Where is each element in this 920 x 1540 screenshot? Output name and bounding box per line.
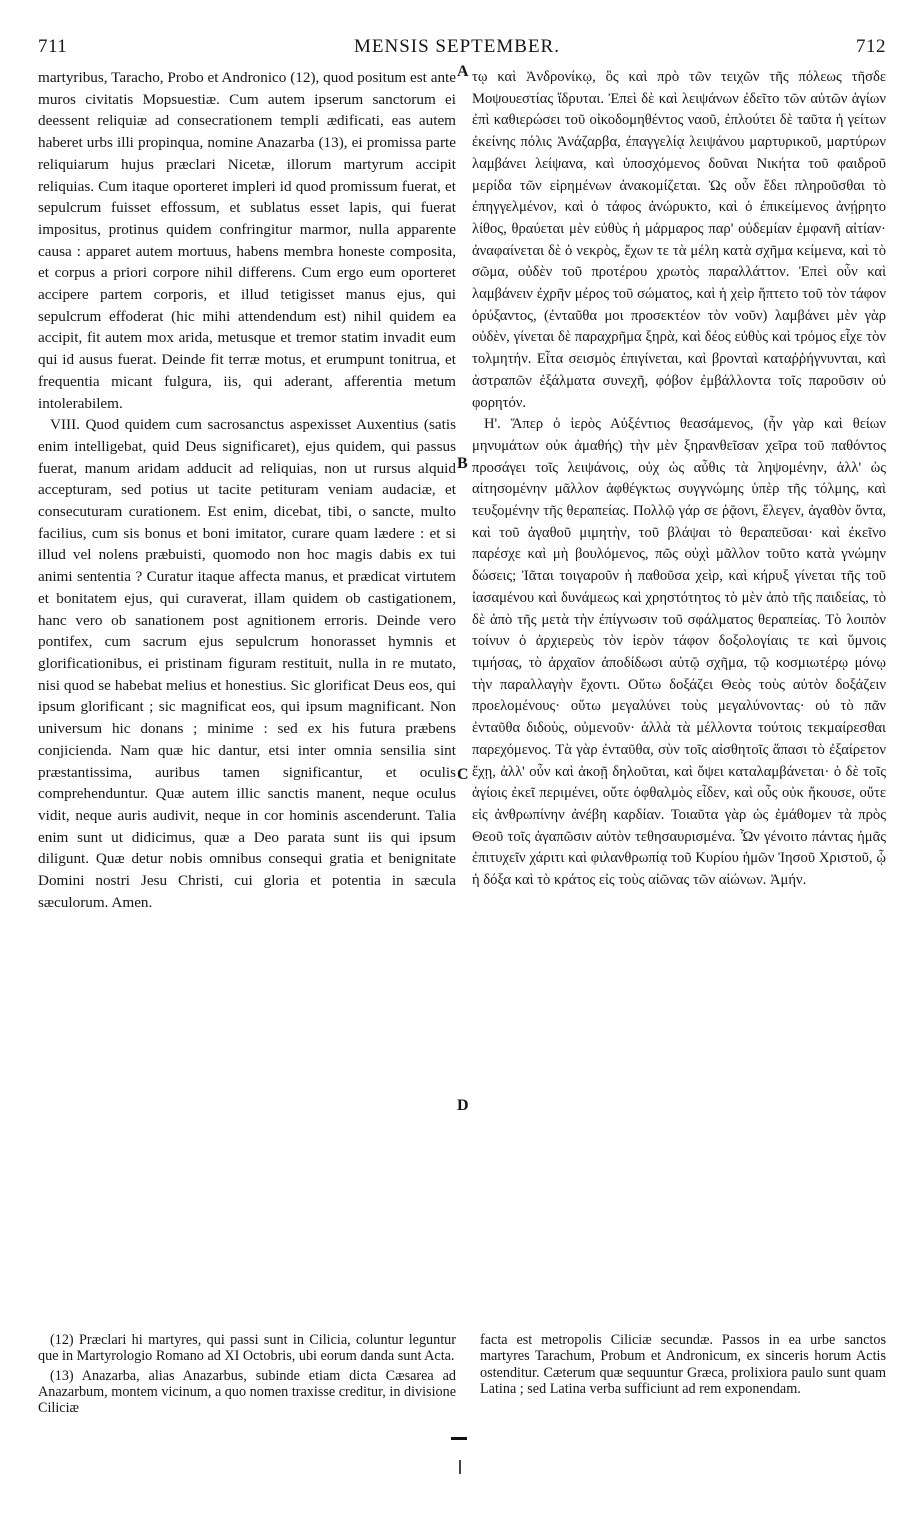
running-title: MENSIS SEPTEMBER. [354, 36, 560, 57]
margin-letter-d: D [457, 1097, 469, 1114]
greek-column [472, 67, 886, 892]
printer-mark [451, 1437, 467, 1440]
latin-paragraph-2-text: Quod quidem cum sacrosanctus aspexisset Auxentius (satis enim intelligebat, quid Deus significaret), ejus quidem, qui passus fuerat, manum aridam adducit ad reliquias, non ut rursus alquid accepturam, sed potius ut tacite petituram veniam audaciæ, et consecuturam curationem. Est enim, dicebat, tibi, o sancte, multo facilius, cum sis bonus et boni imitator, curare quam lædere : et si illud vel nolens præbuisti, quomodo non hoc magis dabis ex tui animi sententia ? Curatur itaque affecta manus, et prædicat virtutem et bonitatem ejus, qui curaverat, illam quidem ob castigationem, hanc vero ob sanationem post agnitionem erroris. Deinde vero pontifex, cum sacrum ejus sepulcrum honorasset hymnis et glorificationibus, ei pristinam figuram restituit, nulla in re mutato, nisi quod se habebat melius et honestius. Sic glorificat Deus eos, qui ipsum glorificant ; sic magnificat eos, qui ipsum magnificant. Non universum hic donans ; minime : sed ex his futura præbens conjiciendа. Nam quæ hic dantur, etsi inter omnia sensilia sint præstantissima, auribus tamen significantur, et oculis comprehenduntur. Quæ autem illic sanctis manent, neque oculus vidit, neque auris audivit, neque in cor hominis ascenderunt. Talia enim sunt ut didicimus, quæ a Deo parata sunt iis qui ipsum diligunt. Quæ detur nobis omnibus consequi gratia et benignitate Domini nostri Jesu Christi, cui gloria et potentia in sæcula sæculorum. Amen. [38, 416, 456, 911]
printer-tick [459, 1460, 461, 1474]
margin-letter-a: A [457, 63, 469, 80]
greek-paragraph-1: τῳ καὶ Ἀνδρονίκῳ, ὃς καὶ πρὸ τῶν τειχῶν τῆς πόλεως τῆσδε Μοψουεστίας ἵδρυται. Ἐπεὶ δὲ καὶ λειψάνων ἐδεῖτο τῶν αὐτῶν ἁγίων ἐπὶ καθιερώσει τοῦ οἰκοδομηθέντος ναοῦ, ἐπλούτει δὲ ταῦτα ἡ γείτων ἐκείνης πόλις Ἀνάζαρβα, ἐπαγγελίᾳ λειψάνου μαρτυρικοῦ, μαρτύρων λαμβάνει λείψανα, καὶ ὑποσχόμενος δοῦναι Νικήτα τοῦ φαιδροῦ μερίδα τῶν εἰρημένων ἀνακομίζεται. Ὡς οὖν ἔδει πληροῦσθαι τὸ ἐπηγγελμένον, καὶ ὁ τάφος ἀνώρυκτο, καὶ ὁ ἐπικείμενος ἀνῄρητο λίθος, θραύεται μὲν εὐθὺς ἡ μάρμαρος παρ' οὐδεμίαν ἐμφανῆ αἰτίαν· ἀναφαίνεται δὲ ὁ νεκρὸς, ἔχων τε τὰ μέλη κατὰ σχῆμα κείμενα, καὶ τὸ σῶμα, οὐδὲν τοῦ προτέρου χρωτὸς παραλλάττον. Ἐπεὶ οὖν καὶ λαμβάνειν ἐχρῆν μέρος τοῦ σώματος, καὶ ἡ χεὶρ ἥπτετο τοῦ τὸν τάφον ὀρύξαντος, (ἐνταῦθα μοι προσεκτέον τὸν νοῦν) λαμβάνει μὲν γὰρ οὐδὲν, γίνεται δὲ παραχρῆμα ξηρὰ, καὶ δέος εὐθὺς καὶ τρόμος εἶχε τὸν τολμητήν. Εἶτα σεισμὸς ἐπιγίνεται, καὶ βρονταὶ καταῤῥήγνυνται, καὶ ἀστραπῶν ἐξάλματα συνεχῆ, φόβον ἐμβάλλοντα τοῖς παροῦσιν οὐ φορητόν. [472, 69, 886, 411]
greek-paragraph-2-text: Ἅπερ ὁ ἱερὸς Αὐξέντιος θεασάμενος, (ἦν γὰρ καὶ θείων μηνυμάτων οὐκ ἀμαθής) τὴν μὲν ξηρανθεῖσαν χεῖρα τοῦ παθόντος προσάγει τοῖς λειψάνοις, οὐχ ὡς αὖθις τὰ ληψομένην, ἀλλ' ὡς αἰτησομένην μᾶλλον ἀφθέγκτως συγγνώμης ὑπὲρ τῆς τόλμης, καὶ τευξομένην τῆς θεραπείας. Πολλῷ γάρ σε ῥᾷονι, ἔλεγεν, ἀγαθὸν ὄντα, καὶ τοῦ ἀγαθοῦ μιμητὴν, τοῦ βλάψαι τὸ θεραπεῦσαι· καὶ ἐκεῖνο παρέσχε καὶ μὴ βουλόμενος, πῶς οὐχὶ μᾶλλον τοῦτο κατὰ γνώμην δώσεις; Ἰᾶται τοιγαροῦν ἡ παθοῦσα χεὶρ, καὶ κήρυξ γίνεται τῆς τοῦ ἰασαμένου καὶ δυνάμεως καὶ χρηστότητος τὸ μὲν ἀπὸ τῆς παιδείας, τὸ δὲ ἀπὸ τῆς μετὰ τὴν ἐπίγνωσιν τοῦ σφάλματος θεραπείας. Τὸ λοιπὸν τοίνυν ὁ ἀρχιερεὺς τὸν ἱερὸν τάφον δοξολογίαις τε καὶ ὕμνοις τιμήσας, τὸ ἀρχαῖον ἀποδίδωσι αὐτῷ σχῆμα, τῷ κοσμιωτέρῳ μόνῳ τὴν παραλλαγὴν ἔχοντι. Οὕτω δοξάζει Θεὸς τοὺς αὐτὸν δοξάζειν προελομένους· οὕτω μεγαλύνει τοὺς μεγαλύνοντας· οὐ τὸ πᾶν ἐνταῦθα διδοὺς, οὐμενοῦν· ἀλλὰ τὰ μέλλοντα τούτοις τεκμαίρεσθαι παρεχόμενος. Τὰ γὰρ ἐνταῦθα, σὺν τοῖς αἰσθητοῖς ἅπασι τὸ ἐξαίρετον ἔχῃ, ἀλλ' οὖν καὶ ἀκοῇ δηλοῦται, καὶ ὄψει καταλαμβάνεται· ὁ δὲ τοῖς ἁγίοις ἐκεῖ περιμένει, οὔτε ὀφθαλμὸς εἶδεν, καὶ οὖς οὐκ ἤκουσε, οὔτε εἰς ἀνθρωπίνην ἀνέβη καρδίαν. Τοιαῦτα γὰρ ὡς ἐμάθομεν τὰ πρὸς Θεοῦ τοῖς ἀγαπῶσιν αὐτὸν τεθησαυρισμένα. Ὧν γένοιτο πάντας ἡμᾶς ἐπιτυχεῖν χάριτι καὶ φιλανθρωπίᾳ τοῦ Κυρίου ἡμῶν Ἰησοῦ Χριστοῦ, ᾧ ἡ δόξα καὶ τὸ κράτος εἰς τοὺς αἰῶνας τῶν αἰώνων. Ἀμήν. [472, 416, 886, 889]
greek-paragraph-2 [472, 414, 886, 891]
footnote-continuation: facta est metropolis Ciliciæ secundæ. Passos in ea urbe sanctos martyres Tarachum, Probum et Andronicum, ex sinceris horum Actis ostenditur. Cæterum quæ sequuntur Græca, prolixiora paulo sunt quam Latina ; sed Latina verba sufficiunt ad rem exponendam. [480, 1332, 886, 1397]
latin-paragraph-1: martyribus, Taracho, Probo et Andronico (12), quod positum est ante muros civitatis Mopsuestiæ. Cum autem ipserum sanctorum ei deessent reliquiæ ad consecrationem templi ædificati, eas autem haberet urbs illi propinqua, nomine Anazarba (13), ei promissa parte reliquiarum hujus præclari Nicetæ, illorum martyrum accipit reliquias. Cum itaque oporteret impleri id quod promissum fuerat, et sepulcrum fuisset effossum, et sublatus esset lapis, qui fuerat impositus, protinus quidem confringitur marmor, nulla apparente causa : apparet autem mortuus, habens membra honeste composita, et corpus a priori corpore nihil differens. Cum ergo eum oporteret accipere partem corporis, et illud tetigisset manus ejus, qui sepulcrum effoderat (hic mihi attendendum est) nihil quidem ea accipit, fit autem mox arida, metusque et tremor statim invadit eum qui id ausus fuerat. Deinde fit terræ motus, et erumpunt tonitrua, et frequentia micant fulgura, iis, qui aderant, afferentia metum intolerabilem. [38, 69, 456, 412]
page-number-left: 711 [38, 36, 68, 57]
page-number-right: 712 [856, 36, 886, 57]
footnote-12: (12) Præclari hi martyres, qui passi sunt in Cilicia, coluntur leguntur que in Martyrologio Romano ad XI Octobris, ubi eorum danda sunt Acta. [38, 1332, 456, 1365]
latin-section-number: VIII. [50, 416, 80, 434]
footnotes-right [480, 1332, 886, 1400]
margin-letter-b: B [457, 455, 468, 472]
footnotes-left [38, 1332, 456, 1419]
footnote-13: (13) Anazarba, alias Anazarbus, subinde etiam dicta Cæsarea ad Anazarbum, montem vicinum, a quo nomen traxisse creditur, in divisione Ciliciæ [38, 1367, 456, 1417]
margin-letter-c: C [457, 766, 469, 783]
greek-section-number: Η'. [484, 416, 501, 433]
latin-paragraph-2 [38, 414, 456, 913]
page-header [28, 30, 886, 66]
latin-column [38, 67, 456, 913]
